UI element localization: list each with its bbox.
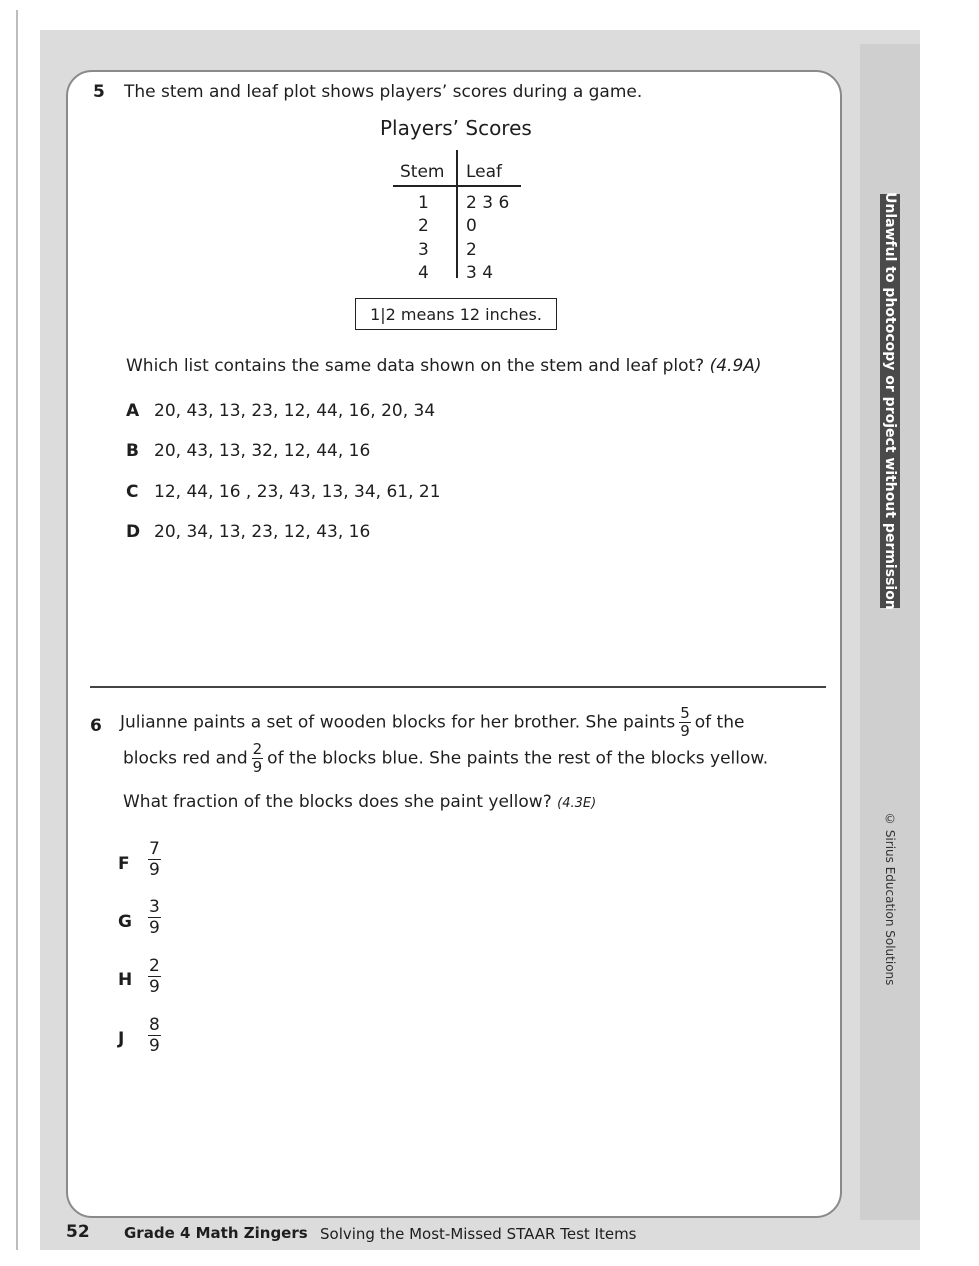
copyright-notice: © Sirius Education Solutions: [883, 812, 897, 986]
option-f-fraction[interactable]: [148, 840, 161, 879]
fraction-denominator: 9: [680, 722, 690, 740]
fraction-two-ninths: [252, 742, 264, 775]
option-j-letter: J: [118, 1029, 125, 1049]
fraction-numerator: 5: [680, 704, 690, 722]
question-6-line-2a: blocks red and: [123, 748, 248, 769]
option-a-text[interactable]: 20, 43, 13, 23, 12, 44, 16, 20, 34: [154, 401, 436, 421]
binding-edge: [16, 10, 18, 1250]
stem-value: 2: [418, 216, 429, 236]
question-6-line-2: [123, 742, 768, 775]
question-5-standard: (4.9A): [709, 356, 762, 376]
question-5-number: 5: [93, 82, 105, 102]
option-a-letter: A: [126, 401, 140, 421]
question-6-line-1a: Julianne paints a set of wooden blocks for her brother. She paints: [120, 712, 676, 733]
question-6-line-1b: of the: [694, 712, 745, 733]
stem-leaf-header-rule: [393, 185, 521, 187]
question-5-question-text: Which list contains the same data shown on the stem and leaf plot?: [126, 356, 705, 376]
leaf-value: 3 4: [466, 263, 494, 283]
leaf-value: 0: [466, 216, 477, 236]
fraction-denominator: 9: [149, 1036, 160, 1056]
option-c-text[interactable]: 12, 44, 16 , 23, 43, 13, 34, 61, 21: [154, 482, 441, 502]
leaf-value: 2 3 6: [466, 193, 510, 213]
option-d-text[interactable]: 20, 34, 13, 23, 12, 43, 16: [154, 522, 371, 542]
fraction-numerator: 8: [149, 1015, 160, 1035]
fraction-denominator: 9: [149, 977, 160, 997]
option-b-letter: B: [126, 441, 139, 461]
option-h-letter: H: [118, 970, 133, 990]
stem-value: 3: [418, 240, 429, 260]
stem-value: 1: [418, 193, 429, 213]
fraction-denominator: 9: [149, 860, 160, 880]
question-divider: [90, 686, 826, 688]
question-6-number: 6: [90, 716, 102, 736]
fraction-denominator: 9: [252, 758, 263, 776]
option-g-fraction[interactable]: [148, 898, 161, 937]
question-6-line-3-text: What fraction of the blocks does she paint yellow?: [123, 792, 552, 812]
leaf-value: 2: [466, 240, 477, 260]
question-5-question: [126, 356, 762, 376]
question-6-standard: (4.3E): [557, 796, 597, 811]
book-subtitle: Solving the Most-Missed STAAR Test Items: [320, 1225, 637, 1243]
fraction-numerator: 2: [252, 740, 263, 758]
plot-key: 1|2 means 12 inches.: [355, 298, 557, 330]
question-6-line-1: [120, 706, 744, 739]
option-f-letter: F: [118, 854, 130, 874]
option-h-fraction[interactable]: [148, 957, 161, 996]
leaf-header: Leaf: [466, 162, 503, 182]
option-c-letter: C: [126, 482, 139, 502]
fraction-denominator: 9: [149, 918, 160, 938]
question-5-prompt: The stem and leaf plot shows players’ scores during a game.: [124, 82, 643, 102]
question-6-line-2b: of the blocks blue. She paints the rest of the blocks yellow.: [267, 748, 769, 769]
fraction-five-ninths: [679, 706, 691, 739]
option-j-fraction[interactable]: [148, 1016, 161, 1055]
fraction-numerator: 3: [149, 897, 160, 917]
page-number: 52: [66, 1222, 90, 1242]
book-title: Grade 4 Math Zingers: [124, 1224, 308, 1242]
stem-leaf-divider: [456, 150, 458, 278]
fraction-numerator: 7: [149, 839, 160, 859]
fraction-numerator: 2: [149, 956, 160, 976]
option-b-text[interactable]: 20, 43, 13, 32, 12, 44, 16: [154, 441, 371, 461]
stem-header: Stem: [400, 162, 445, 182]
plot-title: Players’ Scores: [380, 116, 532, 140]
copy-notice: Unlawful to photocopy or project without permission: [882, 192, 898, 610]
question-card: [66, 70, 842, 1218]
option-g-letter: G: [118, 912, 132, 932]
stem-value: 4: [418, 263, 429, 283]
option-d-letter: D: [126, 522, 141, 542]
question-6-line-3: [123, 792, 596, 812]
